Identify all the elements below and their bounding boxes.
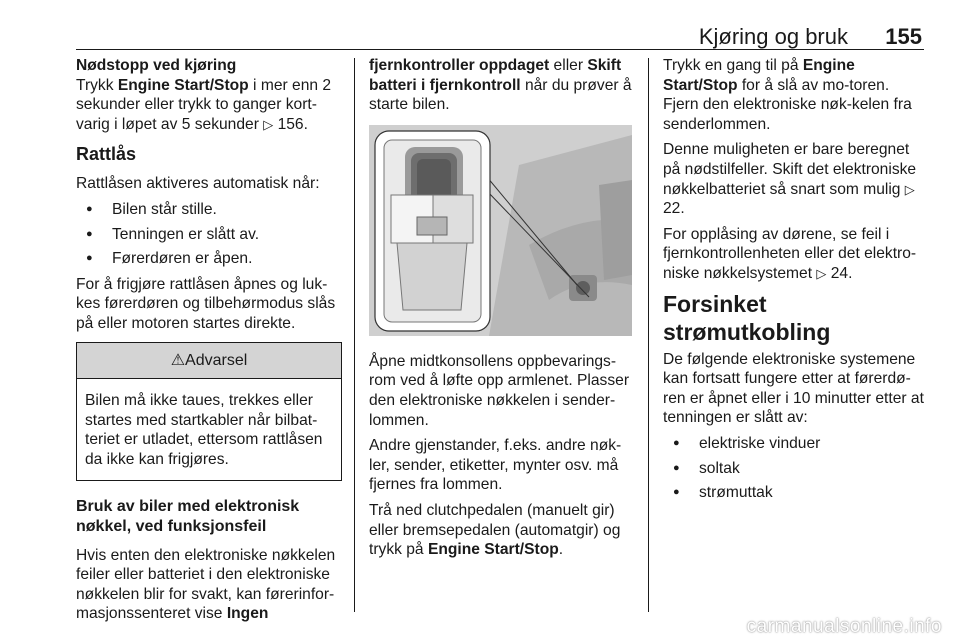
watermark: carmanualsonline.info — [746, 616, 942, 637]
warning-icon: ⚠ — [170, 351, 186, 369]
warning-header — [77, 343, 341, 380]
page-reference[interactable]: 22. — [663, 200, 685, 218]
paragraph: Rattlåsen aktiveres automatisk når: — [76, 175, 320, 193]
column-1 — [76, 56, 342, 630]
key-pocket-drawing — [369, 125, 632, 336]
bold-text: Engine Start/Stop — [663, 57, 855, 94]
page-header — [0, 0, 960, 48]
column-3 — [663, 56, 929, 509]
paragraph — [663, 140, 929, 218]
section-title-electronic-key: Bruk av biler med elektronisk nøkkel, ved funksjonsfeil — [76, 497, 300, 535]
text: Denne muligheten er bare beregnet på nødstilfeller. Skift det elektroniske nøkkelbatteriet så snart som mulig — [663, 141, 917, 198]
paragraph: Andre gjenstander, f.eks. andre nøk-ler, sender, etiketter, mynter osv. må fjernes fra lommen. — [369, 437, 622, 494]
bullet-list — [663, 434, 929, 503]
section-emergency-stop — [76, 56, 342, 134]
paragraph — [369, 501, 635, 560]
reference-arrow-icon: ▷ — [263, 116, 274, 132]
paragraph — [369, 56, 635, 115]
list-item: ● strømuttak — [663, 483, 929, 503]
bold-text: Ingen — [226, 605, 269, 623]
reference-arrow-icon: ▷ — [816, 265, 827, 281]
text: når du prøver å starte bilen. — [369, 76, 632, 114]
warning-text: Bilen må ikke taues, trekkes eller startes med startkabler når bilbat-teriet er utladet, ettersom rattlåsen da ikke kan frigjøres. — [85, 392, 323, 468]
warning-box — [76, 342, 342, 481]
page-number: 155 — [885, 24, 922, 49]
bullet-list — [76, 200, 342, 269]
paragraph — [76, 546, 342, 624]
list-item: ● Førerdøren er åpen. — [76, 249, 342, 269]
text: Trå ned clutchpedalen (manuelt gir) eller bremsepedalen (automatgir) og trykk på — [369, 501, 621, 559]
list-item: ● elektriske vinduer — [663, 434, 929, 454]
paragraph — [663, 56, 929, 134]
text: Hvis enten den elektroniske nøkkelen feiler eller batteriet i den elektroniske nøkkelen blir for svakt, kan førerinfor-masjonssenteret vise — [76, 546, 336, 623]
paragraph — [663, 225, 929, 284]
text: Trykk — [76, 76, 118, 94]
reference-arrow-icon: ▷ — [904, 181, 915, 197]
text: For opplåsing av dørene, se feil i fjernkontrollenheten eller det elektro-niske nøkkelsystemet — [663, 225, 917, 282]
page-reference[interactable]: 24. — [830, 264, 853, 282]
list-item: ● Tenningen er slått av. — [76, 225, 342, 245]
bold-text: Skift batteri i fjernkontroll — [369, 57, 622, 94]
page-reference[interactable]: 156. — [277, 115, 308, 133]
bold-text: Engine Start/Stop — [117, 76, 249, 94]
text: eller — [549, 57, 588, 74]
list-item: ● soltak — [663, 459, 929, 479]
column-2 — [369, 56, 635, 566]
paragraph: De følgende elektroniske systemene kan fortsatt fungere etter at førerdø-ren er åpnet eller i 10 minutter etter at tenningen er slått av: — [663, 350, 924, 427]
key-pocket-illustration — [369, 125, 632, 336]
section-title-steering-lock: Rattlås — [76, 144, 137, 165]
section-title-delayed-power-off: Forsinket strømutkobling — [663, 290, 831, 345]
list-item: ● Bilen står stille. — [76, 200, 342, 220]
column-divider-1 — [354, 58, 355, 612]
section-title: Nødstopp ved kjøring — [76, 57, 237, 74]
paragraph: Åpne midtkonsollens oppbevarings-rom ved å løfte opp armlenet. Plasser den elektroniske nøkkelen i sender-lommen. — [369, 352, 630, 429]
text: i mer enn 2 sekunder eller trykk to ganger kort-varig i løpet av 5 sekunder — [76, 76, 332, 133]
header-rule — [76, 49, 924, 50]
chapter-title: Kjøring og bruk — [698, 24, 848, 49]
paragraph: For å frigjøre rattlåsen åpnes og luk-kes førerdøren og tilbehørmodus slås på eller motoren startes direkte. — [76, 275, 336, 332]
warning-title: Advarsel — [185, 351, 248, 369]
text: for å slå av mo-toren. Fjern den elektroniske nøk-kelen fra senderlommen. — [663, 76, 912, 133]
bold-text: Engine Start/Stop — [427, 541, 559, 559]
bold-text: fjernkontroller oppdaget — [369, 57, 550, 74]
column-divider-2 — [648, 58, 649, 612]
text: Trykk en gang til på — [663, 57, 803, 74]
text: . — [558, 541, 564, 559]
